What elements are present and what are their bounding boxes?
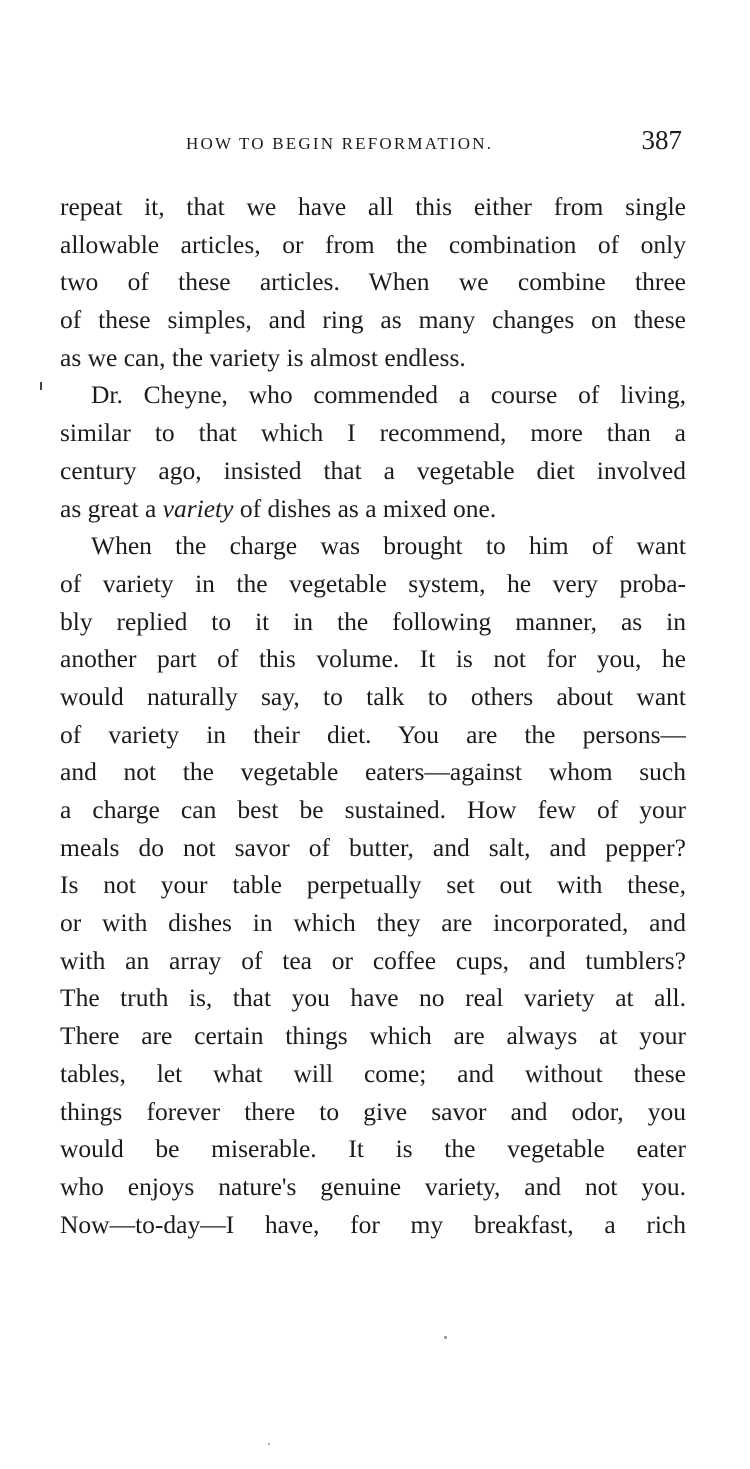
text-line: two of these articles. When we combine three <box>60 267 686 297</box>
text-line: When the charge was brought to him of want <box>91 531 686 561</box>
text-line: century ago, insisted that a vegetable diet involved <box>60 455 686 485</box>
paper-speck <box>444 1336 447 1339</box>
text-line: bly replied to it in the following manner, as in <box>60 606 686 636</box>
text-line: tables, let what will come; and without these <box>60 1058 686 1088</box>
body-text <box>60 188 686 1243</box>
paper-speck <box>268 1443 270 1445</box>
margin-mark <box>40 382 42 390</box>
text-line: another part of this volume. It is not for you, he <box>60 644 686 674</box>
text-line: would naturally say, to talk to others about want <box>60 681 686 711</box>
text-line: repeat it, that we have all this either from single <box>60 192 686 221</box>
text-line: things forever there to give savor and odor, you <box>60 1096 686 1126</box>
page-number: 387 <box>641 125 682 155</box>
italic-word: variety <box>162 493 234 523</box>
text-line: with an array of tea or coffee cups, and tumblers? <box>60 945 686 975</box>
text-line: of variety in the vegetable system, he very proba- <box>60 568 686 598</box>
text-line: as we can, the variety is almost endless. <box>60 342 466 372</box>
text-line: as great a variety of dishes as a mixed one. <box>60 493 497 523</box>
text-line: Dr. Cheyne, who commended a course of living, <box>91 380 686 410</box>
text-line: and not the vegetable eaters—against whom such <box>60 757 686 787</box>
text-line: Now—to-day—I have, for my breakfast, a rich <box>60 1209 686 1239</box>
text-line: who enjoys nature's genuine variety, and not you. <box>60 1171 686 1201</box>
text-line: There are certain things which are always at your <box>60 1021 686 1051</box>
text-line: of variety in their diet. You are the persons— <box>60 719 686 749</box>
text-line: allowable articles, or from the combination of only <box>60 229 686 259</box>
text-line: The truth is, that you have no real variety at all. <box>60 983 686 1013</box>
text-line: or with dishes in which they are incorporated, and <box>60 908 686 938</box>
running-title: HOW TO BEGIN REFORMATION. <box>186 134 494 153</box>
text-line: meals do not savor of butter, and salt, and pepper? <box>60 832 686 862</box>
running-head <box>60 122 686 162</box>
text-line: similar to that which I recommend, more than a <box>60 418 686 448</box>
text-line: Is not your table perpetually set out with these, <box>60 870 686 900</box>
text-line: of these simples, and ring as many changes on these <box>60 305 686 335</box>
text-line: a charge can best be sustained. How few of your <box>60 795 686 824</box>
text-line: would be miserable. It is the vegetable eater <box>60 1134 686 1164</box>
